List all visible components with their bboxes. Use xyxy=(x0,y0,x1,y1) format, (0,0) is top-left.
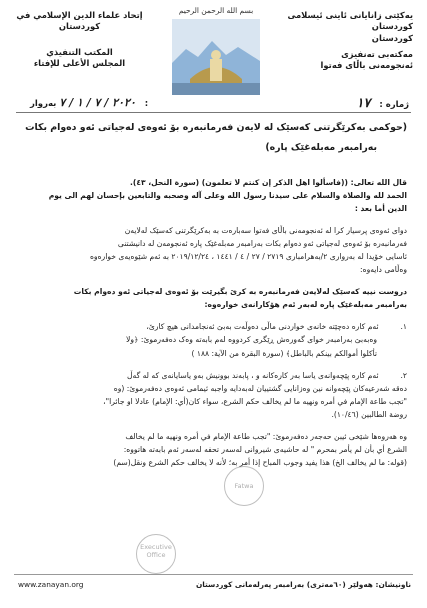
header-arabic xyxy=(12,10,147,69)
header-arabic-line-1: إتحاد علماء الدين الإسلامي في xyxy=(16,10,143,20)
point-2-text-1: ئەم کارە پێچەوانەی یاسا بەر کارەکانە و ، پابەند بوونیش بەو یاسایانەی کە لە گەڵ xyxy=(126,370,379,380)
footer-website: www.zanayan.org xyxy=(18,580,84,589)
header-arabic-line-3: المكتب التنفيذي xyxy=(46,46,113,57)
point-2-number: ٢. xyxy=(400,370,407,380)
intro-line-2: فەرمانبەرە بۆ ئەوەی لەجیاتی ئەو دەوام بکات بەرامبەر مەبلەغێک پارە ئەنجومەن لە دانیشتنی xyxy=(117,239,407,249)
point-2-line-1 xyxy=(20,369,407,382)
header-arabic-line-2: كوردستان xyxy=(58,21,101,32)
intro-line-3: ئاسایی خۆیدا لە بەرواری ٢/بەهرامباری ٢٧١٩ / ٢٧ / ٤ / ١٤٤١ ، ٢٠١٩/١٢/٢٤ بە ئەم شێوەیەی خوارەوە xyxy=(89,252,407,262)
point-1-line-3: تأكلوا أموالكم بينكم بالباطل﴾ (سورة البقرة من الآية: ١٨٨ ) xyxy=(191,348,377,358)
stamp-mark-middle: Fatwa xyxy=(224,466,264,506)
intro-line-4: وەڵامی دایەوە: xyxy=(360,265,407,275)
header-center xyxy=(160,6,272,98)
header-kurdish-line-3: مەکتەبی تەنفیزی xyxy=(341,49,413,60)
point-2-line-7: (قوله: ما لم يخالف الخ) هذا يفيد وجوب المباح إذا أمر به؛ لأنه لا يخالف حكم الشرع ونقل(سم) xyxy=(113,457,407,467)
header-divider xyxy=(16,112,411,113)
reference-date-label: بەروار : xyxy=(30,99,149,109)
basmala: بسم الله الرحمن الرحيم xyxy=(178,6,254,15)
union-logo xyxy=(172,19,260,95)
header-kurdish-line-2: کوردستان xyxy=(371,32,413,43)
opening-praise: الحمد لله والصلاة والسلام على سيدنا رسول الله وعلى آله وصحبه والتابعين بإحسان لهم الى يوم xyxy=(48,191,407,201)
reference-number-label: ژمارە : xyxy=(379,100,409,110)
point-1-line-1 xyxy=(20,320,407,333)
reference-number xyxy=(356,96,409,111)
point-2-line-3: "تجب طاعة الإمام في أمره ونهيه ما لم يخالف حكم الشرع، سواء كان(أي: الإمام) عادلا او جائرا"، xyxy=(103,396,407,406)
reference-number-value: ١٧ xyxy=(356,96,371,111)
point-1-line-2: وەبەبێ بەرامبەر خوای گەورەش ڕێگری کردووە لەم بابەتە وەک دەفەرموێ: ﴿ولا xyxy=(126,335,377,345)
ruling-line-1: دروست نییە کەسێک لەلایەن فەرمانبەرە بە کرێ بگیرێت بۆ ئەوەی لەجیاتی ئەو دەوام بکات xyxy=(73,287,407,297)
point-2-line-2: دەقە شەرعیەکان پێچەوانە نین وەزانایی گشتییان لەبەدایە واجبە ئیمامی ئەوەی دەفەرموێ: (وە xyxy=(113,383,407,393)
point-2-line-6: الشرع أي بأن لم يأمر بمحرم " لە حاشیەی شیروانی لەسەر تحفه لەسەر ئەم بابەتە هاتووە: xyxy=(123,444,407,454)
header-kurdish-line-4: ئەنجومەنی باڵای فەتوا xyxy=(320,60,413,71)
point-1-text-1: ئەم کارە دەچێتە خانەی خواردنی ماڵی دەوڵەت بەبێ ئەنجامدانی هیچ کارێ، xyxy=(146,322,379,332)
opening-praise-end: الدين أما بعد : xyxy=(354,204,407,214)
point-1-number: ١. xyxy=(400,322,407,332)
quran-verse: قال الله تعالى: ((فاسألوا اهل الذكر إن كنتم لا تعلمون) (سورة النحل، ٤٣). xyxy=(129,178,407,187)
ruling-line-2: بەرامبەر مەبلەغێک پارە لەبەر ئەم هۆکارانەی خوارەوە: xyxy=(204,300,407,310)
header-kurdish-line-1: یەکێتی زانایانی ئاینی ئیسلامی کوردستان xyxy=(287,10,413,32)
fatwa-title xyxy=(20,120,407,160)
fatwa-body xyxy=(20,176,407,469)
fatwa-title-line-1: (حوکمی بەکرێگرتنی کەسێک لە لایەن فەرمانبەرە بۆ ئەوەی لەجیاتی ئەو دەوام بکات xyxy=(25,122,407,133)
stamp-executive-office: Executive Office xyxy=(136,534,176,574)
intro-line-1: دوای ئەوەی پرسیار کرا لە ئەنجومەنی باڵای فەتوا سەبارەت بە بەکرێگرتنی کەسێک لەلایەن xyxy=(124,226,407,236)
fatwa-title-line-2: بەرامبەر مەبلەغێک پارە) xyxy=(265,141,377,153)
header-arabic-line-4: المجلس الأعلى للإفتاء xyxy=(33,58,126,69)
point-2-line-5: وە هەروەها شێخی ئیبن حەجەر دەفەرموێ: "تجب طاعة الإمام في أمره ونهيه ما لم يخالف xyxy=(125,431,407,441)
reference-date-value: ٢٠٢٠ / ٧ / ١ / ٧ xyxy=(59,96,136,109)
footer-address: ناونیشان: هەولێر (٦٠مەتری) بەرامبەر پەرلەمانی کوردستان xyxy=(195,580,411,589)
footer-divider xyxy=(14,574,413,575)
point-2-line-4: روضة الطالبين (١٠/٤٦). xyxy=(331,409,407,419)
reference-date xyxy=(30,96,148,109)
